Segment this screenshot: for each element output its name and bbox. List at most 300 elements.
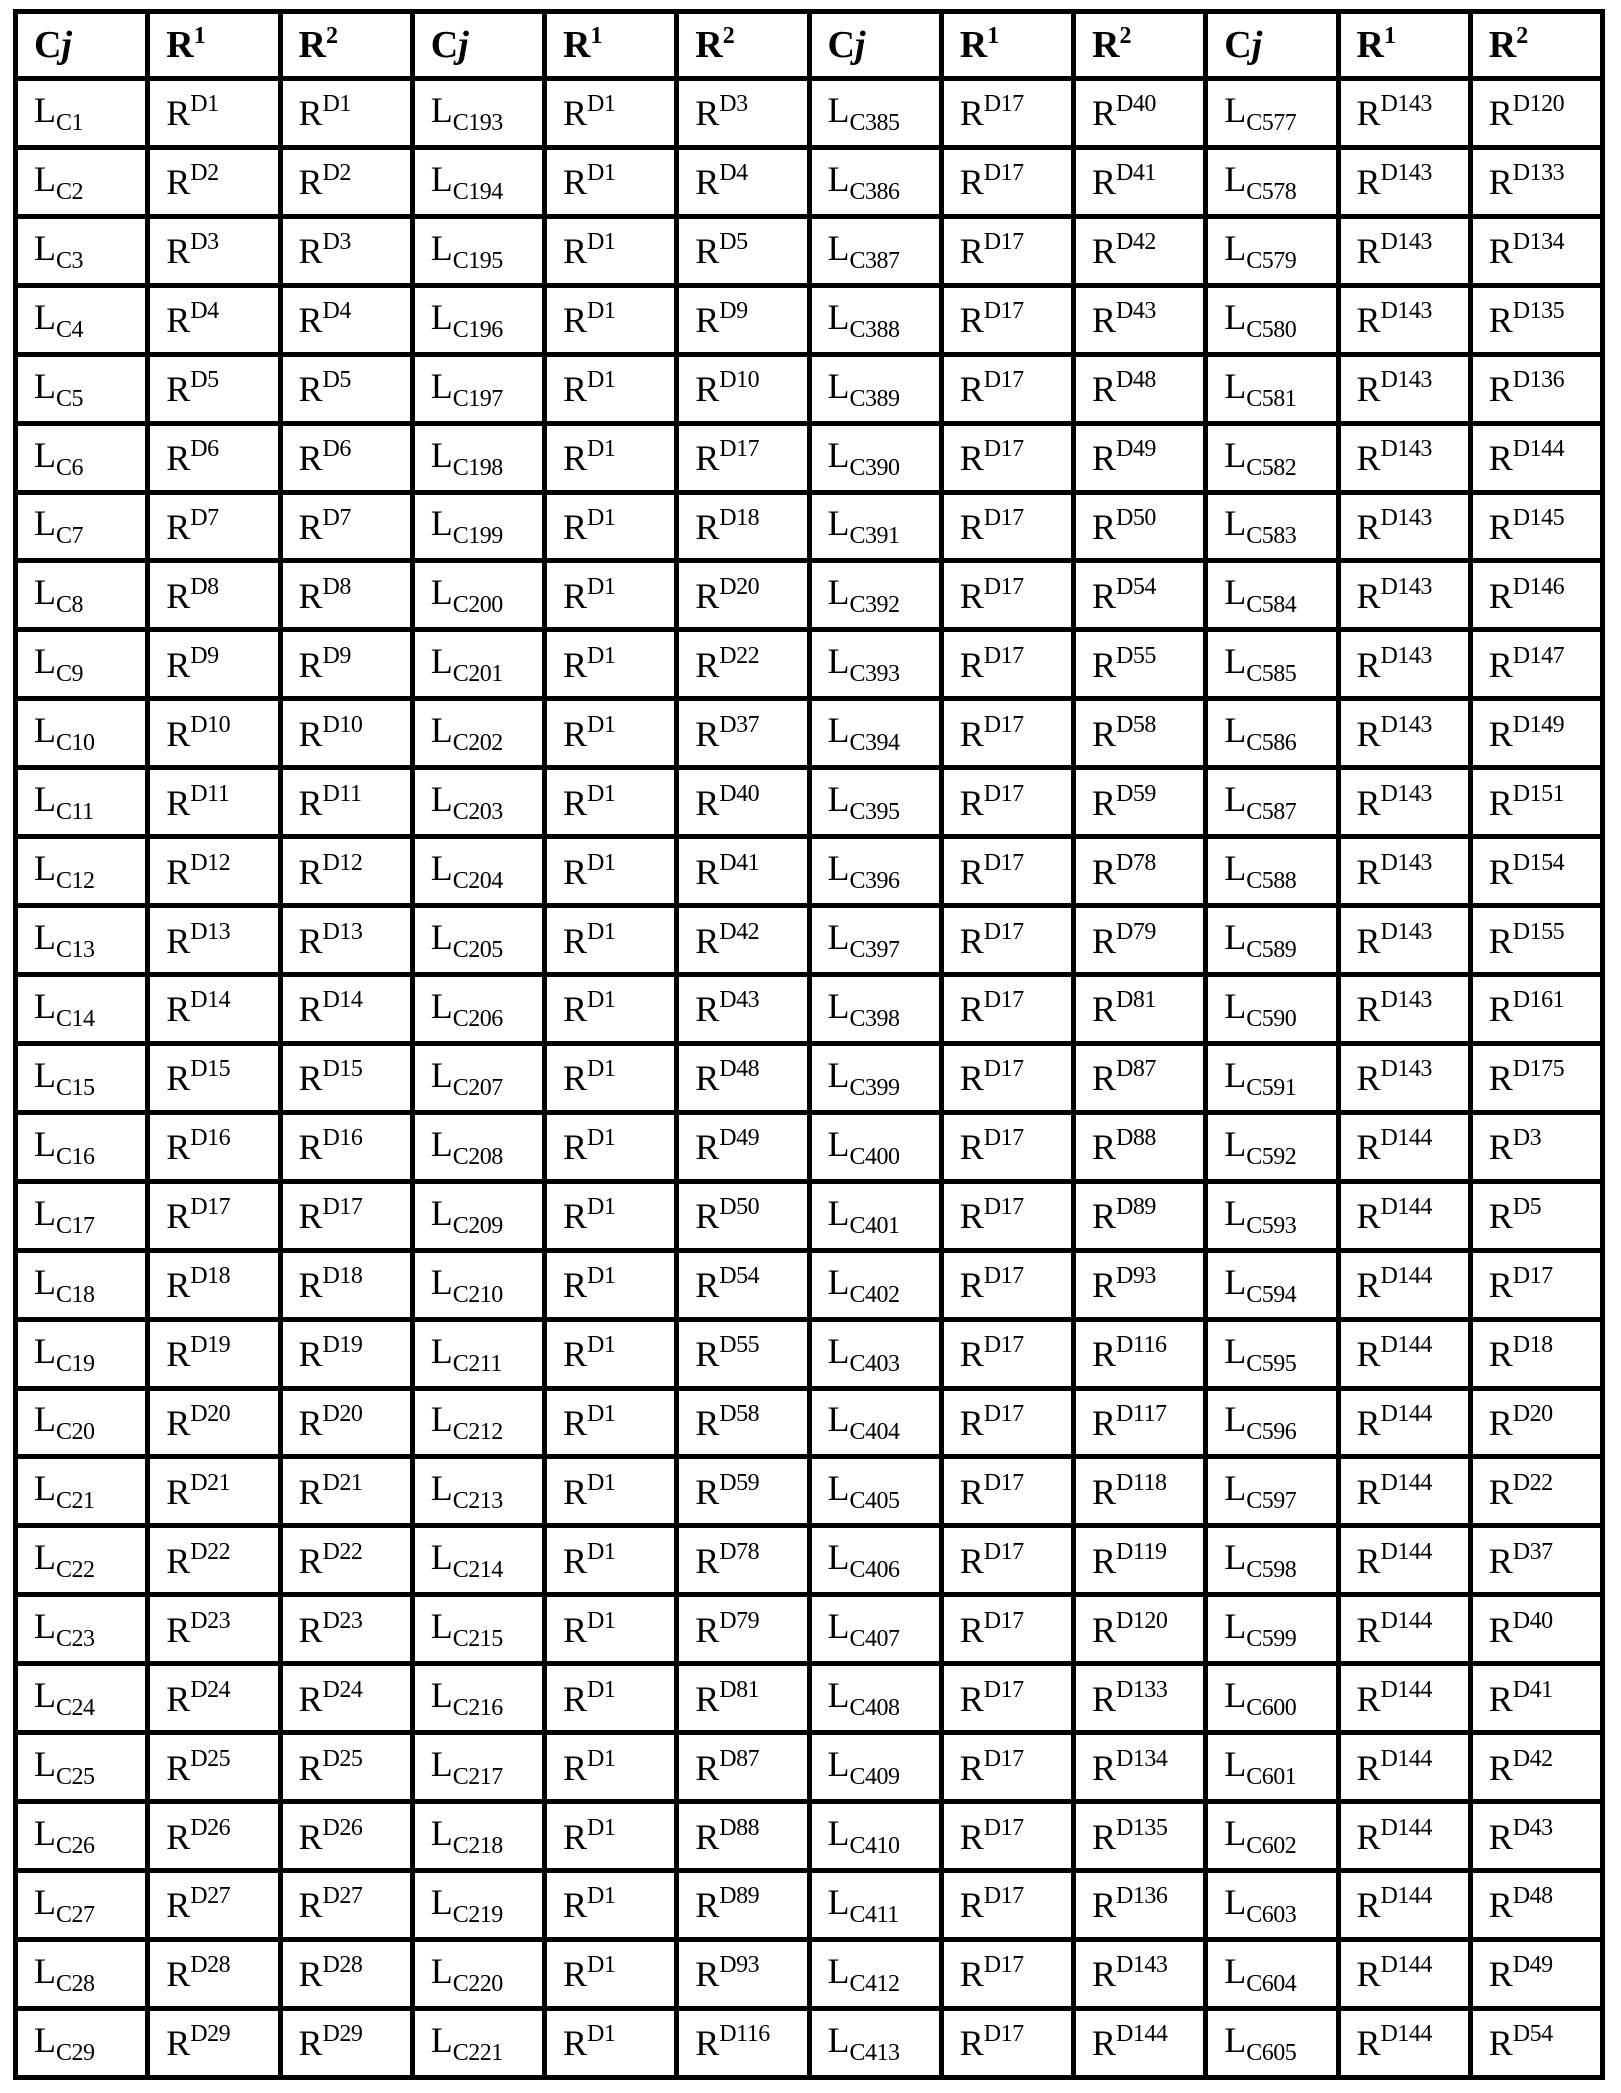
substituent-cell [280,216,412,285]
substituent-cell [148,561,280,630]
substituent-cell [941,630,1073,699]
cell-base: R [298,1196,323,1237]
cell-base: R [1356,1747,1381,1788]
cell-superscript: D20 [190,1400,231,1427]
cell-base: R [298,851,323,892]
cell-superscript: D175 [1512,1056,1565,1083]
cell-base: L [827,158,850,199]
cell-subscript: C15 [56,1074,95,1101]
cell-base: R [1092,713,1117,754]
cell-subscript: C393 [849,661,900,688]
cell-base: R [1356,1402,1381,1443]
cell-subscript: C387 [849,247,900,274]
cell-base: R [298,1265,323,1306]
cell-base: L [827,1537,850,1578]
cell-superscript: D1 [587,229,616,256]
header-base: C [1224,24,1252,66]
cell-subscript: C212 [452,1419,503,1446]
cell-subscript: C593 [1246,1212,1297,1239]
header-base: C [430,24,459,66]
cell-base: R [298,300,323,341]
cell-base: L [430,710,453,751]
cell-base: R [1356,300,1381,341]
ligand-id-cell [1206,285,1338,354]
cell-superscript: D22 [190,1538,231,1565]
cell-base: L [827,227,850,268]
cell-superscript: D22 [719,642,760,669]
cell-superscript: D81 [719,1676,760,1703]
cell-base: R [563,851,588,892]
ligand-id-cell [412,630,544,699]
substituent-cell [148,906,280,975]
substituent-cell [1074,1457,1206,1526]
cell-base: L [1224,917,1247,958]
cell-base: R [1092,782,1117,823]
cell-base: R [1488,300,1513,341]
cell-superscript: D5 [322,367,351,394]
cell-superscript: D6 [190,436,219,463]
cell-base: R [166,1196,191,1237]
cell-base: R [1356,1058,1381,1099]
cell-base: L [827,917,850,958]
header-base: R [695,24,723,66]
substituent-cell [1470,2008,1602,2077]
cell-base: L [430,227,453,268]
cell-superscript: D49 [719,1125,760,1152]
ligand-id-cell [809,699,941,768]
cell-base: R [563,1540,588,1581]
cell-superscript: D144 [1380,1676,1432,1703]
cell-superscript: D41 [1116,160,1156,187]
cell-base: L [430,1054,453,1095]
substituent-cell [941,2008,1073,2077]
substituent-cell [1074,974,1206,1043]
cell-subscript: C5 [56,385,84,412]
cell-base: R [959,2023,984,2064]
substituent-cell [941,1181,1073,1250]
cell-superscript: D1 [587,987,616,1014]
ligand-id-cell [16,2008,148,2077]
ligand-id-cell [412,147,544,216]
cell-superscript: D48 [719,1056,760,1083]
cell-base: L [827,779,850,820]
cell-base: R [1356,1609,1381,1650]
cell-base: R [1092,1609,1117,1650]
cell-base: R [166,1609,191,1650]
substituent-cell [1074,1664,1206,1733]
cell-base: R [1488,162,1513,203]
cell-superscript: D1 [587,1056,616,1083]
cell-base: R [1092,162,1117,203]
cell-superscript: D54 [1512,2021,1553,2048]
cell-base: L [430,917,453,958]
cell-base: R [695,1127,720,1168]
ligand-id-cell [412,216,544,285]
cell-superscript: D149 [1512,711,1565,738]
cell-subscript: C594 [1246,1281,1297,1308]
cell-superscript: D50 [1116,504,1156,531]
substituent-cell [545,837,677,906]
substituent-cell [545,79,677,148]
cell-base: L [430,1675,453,1716]
ligand-id-cell [809,1939,941,2008]
substituent-cell [677,768,809,837]
cell-base: L [1224,1399,1247,1440]
cell-subscript: C406 [849,1557,900,1584]
cell-base: R [1092,1265,1117,1306]
cell-base: L [34,434,56,475]
substituent-cell [1338,147,1470,216]
substituent-cell [280,1319,412,1388]
cell-base: R [298,1954,323,1995]
cell-superscript: D136 [1512,367,1565,394]
ligand-id-cell [1206,1526,1338,1595]
cell-base: R [1092,920,1117,961]
cell-base: R [695,782,720,823]
cell-base: L [1224,1123,1247,1164]
substituent-cell [941,354,1073,423]
cell-superscript: D144 [1380,2021,1432,2048]
substituent-cell [941,1595,1073,1664]
cell-subscript: C408 [849,1695,900,1722]
cell-superscript: D1 [587,298,616,325]
cell-base: R [563,300,588,341]
cell-superscript: D144 [1380,1814,1432,1841]
cell-base: R [695,506,720,547]
column-header-cj [16,12,148,79]
ligand-id-cell [412,423,544,492]
ligand-id-cell [16,974,148,1043]
cell-base: R [1092,300,1117,341]
cell-superscript: D24 [322,1676,363,1703]
cell-superscript: D40 [1116,91,1156,118]
cell-subscript: C595 [1246,1350,1297,1377]
substituent-cell [1470,1733,1602,1802]
cell-base: R [1092,1816,1117,1857]
cell-subscript: C391 [849,523,900,550]
cell-base: L [827,641,850,682]
cell-base: L [34,1261,56,1302]
table-row [16,1319,1603,1388]
cell-superscript: D17 [983,91,1024,118]
substituent-cell [280,630,412,699]
cell-base: R [959,1747,984,1788]
cell-base: R [1356,713,1381,754]
cell-superscript: D29 [322,2021,363,2048]
substituent-cell [1470,354,1602,423]
ligand-id-cell [16,492,148,561]
cell-superscript: D17 [983,1469,1024,1496]
ligand-id-cell [412,1939,544,2008]
cell-subscript: C13 [56,937,95,964]
cell-base: R [563,1402,588,1443]
substituent-cell [1338,1250,1470,1319]
cell-subscript: C200 [452,592,503,619]
cell-base: R [695,851,720,892]
substituent-cell [545,1939,677,2008]
cell-base: R [1092,1747,1117,1788]
cell-subscript: C589 [1246,937,1297,964]
cell-base: R [166,1402,191,1443]
ligand-id-cell [16,561,148,630]
substituent-cell [545,2008,677,2077]
cell-base: R [1092,1196,1117,1237]
column-header-r1 [148,12,280,79]
cell-base: R [1092,93,1117,134]
substituent-cell [1338,1526,1470,1595]
substituent-cell [280,1526,412,1595]
cell-base: R [298,1816,323,1857]
table-row [16,216,1603,285]
cell-base: R [1488,1816,1513,1857]
ligand-id-cell [412,1733,544,1802]
table-body [16,79,1603,2078]
substituent-cell [545,216,677,285]
cell-subscript: C402 [849,1281,900,1308]
cell-superscript: D14 [322,987,363,1014]
cell-base: R [563,1747,588,1788]
cell-superscript: D144 [1380,1883,1432,1910]
substituent-cell [545,561,677,630]
substituent-cell [280,2008,412,2077]
cell-base: R [695,1540,720,1581]
cell-superscript: D1 [587,1263,616,1290]
substituent-cell [1338,1664,1470,1733]
cell-base: R [695,1265,720,1306]
cell-subscript: C26 [56,1833,95,1859]
cell-base: R [563,1816,588,1857]
cell-superscript: D151 [1512,780,1565,807]
cell-superscript: D12 [190,849,231,876]
header-base: R [563,24,591,66]
substituent-cell [1074,1870,1206,1939]
cell-subscript: C582 [1246,454,1297,481]
ligand-id-cell [16,1388,148,1457]
substituent-cell [1074,1733,1206,1802]
cell-superscript: D144 [1380,1332,1432,1359]
cell-subscript: C401 [849,1212,900,1239]
cell-superscript: D1 [587,780,616,807]
cell-base: R [1092,438,1117,479]
cell-base: L [34,2019,56,2060]
ligand-id-cell [1206,1457,1338,1526]
substituent-cell [1338,79,1470,148]
cell-subscript: C218 [452,1833,503,1859]
cell-superscript: D43 [719,987,760,1014]
cell-base: R [563,438,588,479]
cell-subscript: C584 [1246,592,1297,619]
ligand-id-cell [412,2008,544,2077]
cell-superscript: D58 [719,1400,760,1427]
substituent-cell [280,1595,412,1664]
cell-base: R [166,575,191,616]
cell-superscript: D144 [1380,1745,1432,1772]
cell-subscript: C11 [56,799,94,826]
cell-base: L [1224,503,1247,544]
cell-superscript: D147 [1512,642,1565,669]
ligand-id-cell [16,699,148,768]
cell-superscript: D117 [1116,1400,1167,1427]
cell-superscript: D29 [190,2021,231,2048]
substituent-cell [1074,1319,1206,1388]
cell-base: L [827,1054,850,1095]
cell-superscript: D118 [1116,1469,1167,1496]
cell-base: R [166,713,191,754]
cell-superscript: D59 [1116,780,1156,807]
cell-superscript: D14 [190,987,231,1014]
substituent-cell [148,974,280,1043]
cell-base: R [959,1265,984,1306]
ligand-id-cell [1206,2008,1338,2077]
substituent-cell [280,906,412,975]
cell-base: R [1356,575,1381,616]
substituent-cell [1470,974,1602,1043]
cell-base: R [959,1127,984,1168]
cell-superscript: D144 [1380,1607,1432,1634]
substituent-cell [148,837,280,906]
cell-superscript: D8 [322,573,351,600]
ligand-id-cell [809,1802,941,1871]
cell-base: R [298,782,323,823]
ligand-id-cell [1206,1181,1338,1250]
cell-base: L [430,2019,453,2060]
cell-base: R [563,644,588,685]
ligand-id-cell [412,1181,544,1250]
cell-base: L [34,296,56,337]
ligand-id-cell [412,1457,544,1526]
cell-subscript: C197 [452,385,503,412]
cell-superscript: D1 [587,1676,616,1703]
cell-base: L [430,572,453,613]
cell-base: L [34,1330,56,1371]
cell-superscript: D21 [190,1469,231,1496]
cell-superscript: D1 [190,91,219,118]
cell-base: L [34,1468,56,1509]
cell-base: R [1488,920,1513,961]
substituent-cell [545,1250,677,1319]
cell-subscript: C392 [849,592,900,619]
substituent-cell [280,1457,412,1526]
cell-superscript: D145 [1512,504,1565,531]
cell-superscript: D17 [983,849,1024,876]
substituent-cell [1338,561,1470,630]
table-header [16,12,1603,79]
cell-superscript: D3 [719,91,748,118]
substituent-cell [941,561,1073,630]
cell-superscript: D87 [719,1745,760,1772]
cell-superscript: D17 [983,1194,1024,1221]
cell-superscript: D42 [1512,1745,1553,1772]
cell-base: L [827,1881,850,1922]
cell-superscript: D146 [1512,573,1565,600]
cell-superscript: D144 [1380,1194,1432,1221]
cell-superscript: D27 [190,1883,231,1910]
substituent-cell [677,837,809,906]
ligand-id-cell [412,1112,544,1181]
cell-superscript: D135 [1512,298,1565,325]
cell-superscript: D1 [587,642,616,669]
cell-base: L [1224,1950,1247,1991]
ligand-id-cell [809,216,941,285]
ligand-id-cell [809,1319,941,1388]
cell-subscript: C216 [452,1695,503,1722]
cell-base: R [1092,989,1117,1030]
cell-base: L [430,1950,453,1991]
cell-subscript: C578 [1246,178,1297,205]
ligand-id-cell [412,1388,544,1457]
cell-subscript: C588 [1246,868,1297,895]
table-row [16,1733,1603,1802]
cell-subscript: C410 [849,1833,900,1859]
cell-superscript: D21 [322,1469,363,1496]
substituent-cell [1074,1250,1206,1319]
cell-base: L [827,2019,850,2060]
cell-base: R [1092,369,1117,410]
substituent-cell [1338,1112,1470,1181]
cell-subscript: C405 [849,1488,900,1515]
substituent-cell [148,1802,280,1871]
cell-base: L [34,917,56,958]
substituent-cell [941,1388,1073,1457]
cell-base: R [959,575,984,616]
cell-subscript: C603 [1246,1901,1297,1928]
cell-superscript: D17 [719,436,760,463]
cell-base: R [959,713,984,754]
table-row [16,1526,1603,1595]
substituent-cell [941,837,1073,906]
ligand-id-cell [1206,1388,1338,1457]
cell-superscript: D26 [322,1814,363,1841]
header-italic: j [61,24,73,66]
cell-base: R [1092,2023,1117,2064]
cell-base: L [34,1123,56,1164]
substituent-cell [545,1733,677,1802]
cell-base: L [827,503,850,544]
ligand-id-cell [809,423,941,492]
substituent-cell [941,423,1073,492]
cell-base: R [1356,162,1381,203]
cell-base: R [1488,1402,1513,1443]
cell-superscript: D17 [983,2021,1024,2048]
cell-base: L [34,1744,56,1785]
cell-base: L [827,1675,850,1716]
cell-superscript: D17 [983,1538,1024,1565]
cell-superscript: D20 [1512,1400,1553,1427]
substituent-cell [545,768,677,837]
cell-base: R [563,575,588,616]
cell-superscript: D133 [1116,1676,1168,1703]
substituent-cell [677,1250,809,1319]
cell-base: R [298,1058,323,1099]
cell-base: R [166,1334,191,1375]
cell-subscript: C397 [849,937,900,964]
cell-subscript: C10 [56,730,95,757]
cell-base: R [166,438,191,479]
cell-base: R [563,93,588,134]
substituent-cell [1470,699,1602,768]
substituent-cell [1074,768,1206,837]
substituent-cell [1470,1595,1602,1664]
substituent-cell [148,354,280,423]
header-base: R [1488,24,1517,66]
cell-base: L [430,1192,453,1233]
cell-superscript: D144 [1380,1538,1432,1565]
cell-base: R [695,920,720,961]
ligand-id-cell [412,1319,544,1388]
substituent-cell [148,1733,280,1802]
cell-base: L [827,1261,850,1302]
substituent-cell [148,1664,280,1733]
